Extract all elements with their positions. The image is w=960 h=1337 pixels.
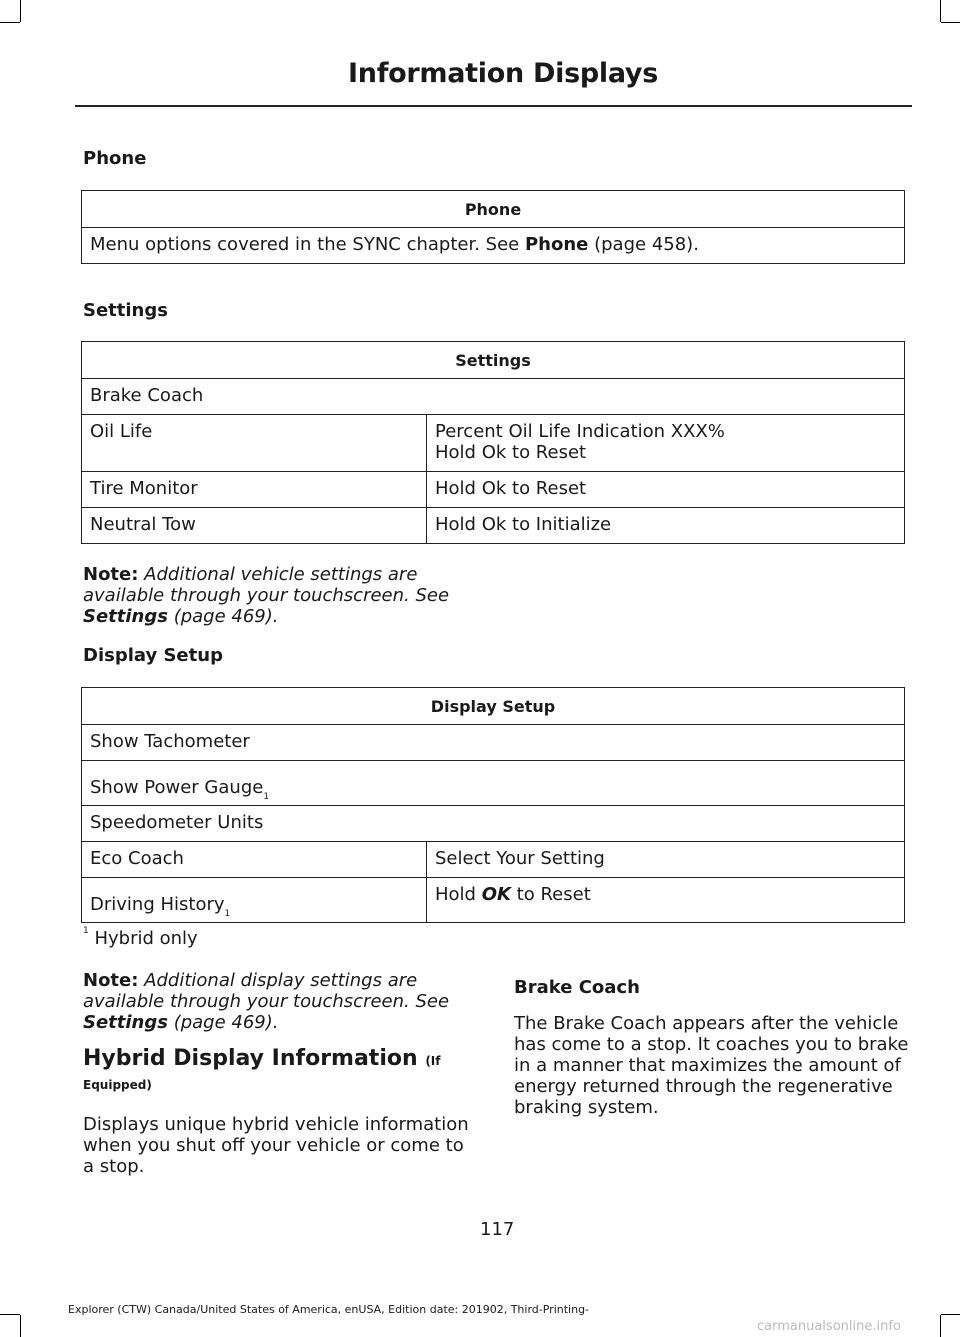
footnote xyxy=(83,928,198,949)
settings-link[interactable]: Settings xyxy=(83,606,168,627)
table-row xyxy=(82,508,427,544)
setting-value: Hold Ok to Initialize xyxy=(435,514,612,535)
phone-table-title: Phone xyxy=(82,191,905,228)
note-label: Note: xyxy=(83,564,139,585)
hybrid-display-heading xyxy=(83,1046,440,1071)
phone-table-row xyxy=(82,228,905,264)
table-row xyxy=(82,415,427,472)
hybrid-heading-equipped: Equipped) xyxy=(83,1078,152,1092)
crop-mark xyxy=(941,22,960,23)
setting-name: Brake Coach xyxy=(90,385,204,406)
table-row xyxy=(82,472,427,508)
note-page: (page 469). xyxy=(167,606,279,627)
crop-mark xyxy=(940,0,941,22)
note-label: Note: xyxy=(83,970,139,991)
crop-mark xyxy=(20,0,21,22)
setting-value: Select Your Setting xyxy=(435,848,605,869)
brake-coach-paragraph: The Brake Coach appears after the vehicle has come to a stop. It coaches you to brake in a manner that maximizes the amount of energy returned through the regenerative braking system. xyxy=(514,1013,909,1118)
note-text: Additional display settings are available through your touchscreen. See xyxy=(83,970,450,1012)
table-row xyxy=(82,878,427,923)
note-text: Additional vehicle settings are available through your touchscreen. See xyxy=(83,564,450,606)
setting-name: Show Power Gauge xyxy=(90,777,264,798)
table-row xyxy=(82,761,905,806)
hybrid-heading-suffix: (If xyxy=(425,1054,441,1068)
phone-row-text: Menu options covered in the SYNC chapter. See xyxy=(90,234,525,255)
setting-value: Hold Ok to Reset xyxy=(435,442,587,463)
crop-mark xyxy=(0,22,20,23)
page-title: Information Displays xyxy=(348,58,658,89)
footnote-marker: 1 xyxy=(224,909,231,919)
display-setup-table-title: Display Setup xyxy=(82,688,905,725)
setting-value: Hold xyxy=(435,884,482,905)
display-note xyxy=(83,970,478,1033)
phone-heading: Phone xyxy=(83,148,147,169)
hybrid-paragraph: Displays unique hybrid vehicle information when you shut off your vehicle or come to a stop. xyxy=(83,1114,469,1177)
table-row xyxy=(82,725,905,761)
crop-mark xyxy=(20,1315,21,1337)
setting-name: Neutral Tow xyxy=(90,514,196,535)
note-page: (page 469). xyxy=(167,1012,279,1033)
table-row xyxy=(82,379,905,415)
table-cell xyxy=(427,878,905,923)
setting-value: Hold Ok to Reset xyxy=(435,478,587,499)
table-cell xyxy=(427,472,905,508)
table-cell xyxy=(427,842,905,878)
crop-mark xyxy=(0,1314,20,1315)
page-number: 117 xyxy=(480,1219,515,1240)
setting-name: Show Tachometer xyxy=(90,731,250,752)
phone-table xyxy=(81,190,905,264)
settings-table xyxy=(81,341,905,544)
footnote-marker: 1 xyxy=(263,792,270,802)
header-divider xyxy=(75,105,912,107)
settings-heading: Settings xyxy=(83,300,168,321)
edition-footer: Explorer (CTW) Canada/United States of America, enUSA, Edition date: 201902, Third-Printing- xyxy=(68,1303,590,1316)
watermark: carmanualsonline.info xyxy=(757,1319,901,1334)
table-row xyxy=(82,806,905,842)
setting-name: Oil Life xyxy=(90,421,153,442)
phone-link[interactable]: Phone xyxy=(524,234,589,255)
display-setup-table xyxy=(81,687,905,923)
hybrid-heading-text: Hybrid Display Information xyxy=(83,1046,418,1071)
footnote-text: Hybrid only xyxy=(88,928,198,949)
setting-value: to Reset xyxy=(510,884,591,905)
footnote-marker: 1 xyxy=(83,926,89,936)
brake-coach-heading: Brake Coach xyxy=(514,977,640,998)
settings-note xyxy=(83,564,478,627)
setting-name: Speedometer Units xyxy=(90,812,264,833)
setting-value: Percent Oil Life Indication XXX% xyxy=(435,421,725,442)
table-cell xyxy=(427,415,905,472)
settings-link[interactable]: Settings xyxy=(83,1012,168,1033)
crop-mark xyxy=(941,1314,960,1315)
phone-row-page: (page 458). xyxy=(588,234,699,255)
settings-table-title: Settings xyxy=(82,342,905,379)
display-setup-heading: Display Setup xyxy=(83,645,223,666)
setting-name: Tire Monitor xyxy=(90,478,198,499)
setting-name: Eco Coach xyxy=(90,848,184,869)
table-row xyxy=(82,842,427,878)
ok-button-label: OK xyxy=(481,884,511,905)
crop-mark xyxy=(940,1315,941,1337)
table-cell xyxy=(427,508,905,544)
setting-name: Driving History xyxy=(90,894,225,915)
